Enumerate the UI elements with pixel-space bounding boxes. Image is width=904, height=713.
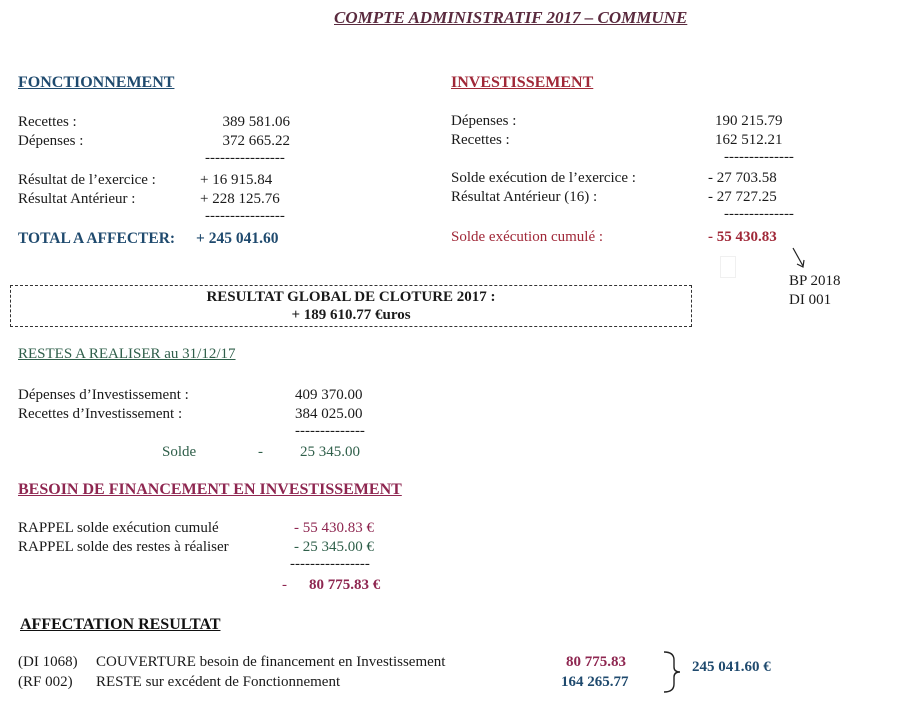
invest-separator-2: -------------- bbox=[724, 206, 794, 222]
affectation-line2-code: (RF 002) bbox=[18, 674, 73, 690]
investissement-header: INVESTISSEMENT bbox=[451, 74, 594, 91]
fonct-resultat-anterieur-label: Résultat Antérieur : bbox=[18, 191, 136, 207]
fonct-depenses-label: Dépenses : bbox=[18, 133, 84, 149]
invest-depenses-label: Dépenses : bbox=[451, 113, 517, 129]
fonctionnement-header: FONCTIONNEMENT bbox=[18, 74, 175, 91]
besoin-total-sign: - bbox=[282, 577, 287, 593]
fonct-resultat-exercice-value: + 16 915.84 bbox=[200, 172, 273, 188]
resultat-global-title: RESULTAT GLOBAL DE CLOTURE 2017 : bbox=[206, 289, 496, 305]
affectation-header: AFFECTATION RESULTAT bbox=[20, 616, 221, 633]
restes-recettes-value: 384 025.00 bbox=[295, 406, 363, 422]
invest-solde-exercice-label: Solde exécution de l’exercice : bbox=[451, 170, 636, 186]
affectation-line1-label: COUVERTURE besoin de financement en Investissement bbox=[96, 654, 446, 670]
besoin-total-value: 80 775.83 € bbox=[309, 577, 381, 593]
invest-solde-exercice-value: - 27 703.58 bbox=[708, 170, 777, 186]
besoin-rappel2-label: RAPPEL solde des restes à réaliser bbox=[18, 539, 229, 555]
invest-separator-1: -------------- bbox=[724, 149, 794, 165]
invest-recettes-value: 162 512.21 bbox=[715, 132, 783, 148]
besoin-header: BESOIN DE FINANCEMENT EN INVESTISSEMENT bbox=[18, 481, 402, 498]
restes-depenses-value: 409 370.00 bbox=[295, 387, 363, 403]
besoin-separator: ---------------- bbox=[290, 556, 370, 572]
invest-solde-cumule-label: Solde exécution cumulé : bbox=[451, 229, 604, 245]
affectation-line2-value: 164 265.77 bbox=[561, 674, 629, 690]
right-brace-icon bbox=[660, 650, 684, 694]
blank-mark bbox=[720, 256, 736, 278]
fonct-recettes-label: Recettes : bbox=[18, 114, 77, 130]
document-title: COMPTE ADMINISTRATIF 2017 – COMMUNE bbox=[334, 8, 688, 27]
restes-solde-value: 25 345.00 bbox=[300, 444, 360, 460]
arrow-down-icon bbox=[790, 246, 810, 272]
invest-recettes-label: Recettes : bbox=[451, 132, 510, 148]
invest-resultat-anterieur-value: - 27 727.25 bbox=[708, 189, 777, 205]
fonct-resultat-anterieur-value: + 228 125.76 bbox=[200, 191, 280, 207]
fonct-depenses-value: 372 665.22 bbox=[222, 133, 290, 149]
restes-header: RESTES A REALISER au 31/12/17 bbox=[18, 346, 236, 362]
fonct-separator-2: ---------------- bbox=[205, 208, 285, 224]
restes-solde-sign: - bbox=[258, 444, 263, 460]
affectation-line1-value: 80 775.83 bbox=[566, 654, 626, 670]
besoin-rappel1-label: RAPPEL solde exécution cumulé bbox=[18, 520, 219, 536]
fonct-total-value: + 245 041.60 bbox=[196, 230, 279, 247]
restes-recettes-label: Recettes d’Investissement : bbox=[18, 406, 183, 422]
affectation-line1-code: (DI 1068) bbox=[18, 654, 78, 670]
restes-solde-label: Solde bbox=[162, 444, 197, 460]
resultat-global-box bbox=[10, 285, 692, 327]
resultat-global-value: + 189 610.77 €uros bbox=[291, 307, 411, 323]
besoin-rappel2-value: - 25 345.00 € bbox=[294, 539, 374, 555]
invest-depenses-value: 190 215.79 bbox=[715, 113, 783, 129]
besoin-rappel1-value: - 55 430.83 € bbox=[294, 520, 374, 536]
fonct-recettes-value: 389 581.06 bbox=[222, 114, 290, 130]
invest-resultat-anterieur-label: Résultat Antérieur (16) : bbox=[451, 189, 598, 205]
invest-solde-cumule-value: - 55 430.83 bbox=[708, 229, 777, 245]
fonct-resultat-exercice-label: Résultat de l’exercice : bbox=[18, 172, 156, 188]
restes-separator: -------------- bbox=[295, 423, 365, 439]
invest-note-line2: DI 001 bbox=[789, 292, 832, 308]
fonct-total-label: TOTAL A AFFECTER: bbox=[18, 230, 176, 247]
invest-note-line1: BP 2018 bbox=[789, 273, 841, 289]
affectation-total-value: 245 041.60 € bbox=[692, 659, 771, 675]
restes-depenses-label: Dépenses d’Investissement : bbox=[18, 387, 189, 403]
fonct-separator-1: ---------------- bbox=[205, 150, 285, 166]
affectation-line2-label: RESTE sur excédent de Fonctionnement bbox=[96, 674, 341, 690]
